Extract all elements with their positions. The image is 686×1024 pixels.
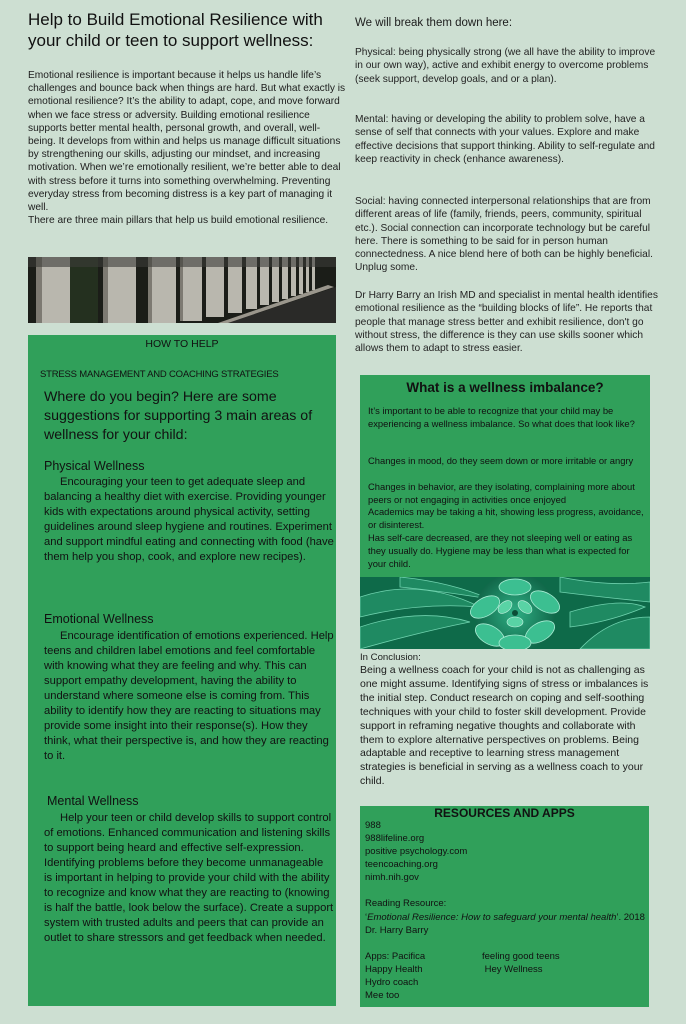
pillars-line: There are three main pillars that help us build emotional resilience. [28,215,329,227]
breakdown-physical: Physical: being physically strong (we all have the ability to improve in our own way), active and exhibit energy to overcome problems (seek support, develop goals, and or a plan). [355,47,656,85]
emotional-wellness-heading: Emotional Wellness [44,612,154,626]
conclusion-label: In Conclusion: [360,652,421,663]
resource-link[interactable]: 988 [365,820,381,831]
reading-resource [365,911,645,937]
reading-open-quote: ‘ [365,912,368,923]
physical-wellness-heading: Physical Wellness [44,459,145,473]
mental-wellness-body: Help your teen or child develop skills to support control of emotions. Enhanced communication and listening skills to support being heard and effective self-expression. Identifying problems before they become unmanageable is important in helping to provide your child with the ability to recognize and know what they are reacting to (knowing is half the battle, look below the surface). Create a support system with trusted adults and peers that can provide an outlet to share stressors and get feedback when needed. [44,812,334,944]
physical-wellness-body: Encouraging your teen to get adequate sleep and balancing a healthy diet with exercise. Providing younger kids with expectations around physical activity, setting guidelines around sleep hygiene and routines. Experiment and support mindful eating and connecting with food (have them help you shop, cook, and explore new recipes). [44,476,334,563]
how-to-help-subtitle: STRESS MANAGEMENT AND COACHING STRATEGIES [40,369,279,380]
imbalance-title: What is a wellness imbalance? [406,380,604,395]
breakdown-heading: We will break them down here: [355,17,513,29]
agave-photo-icon [360,577,650,649]
imbalance-intro: It’s important to be able to recognize that your child may be experiencing a wellness imbalance. So what does that look like? [368,405,635,429]
pillars-photo-icon [28,257,336,323]
intro-text [28,69,346,227]
imbalance-sign: Has self-care decreased, are they not sleeping well or eating as they usually do. Hygiene may be less than what is expected for your child. [368,532,633,569]
reading-resource-label: Reading Resource: [365,898,447,909]
intro-paragraph: Emotional resilience is important because it helps us handle life’s challenges and bounce back when things are hard. But what exactly is emotional resilience? It’s the ability to adapt, cope, and move forward when we face stress or adversity. Building emotional resilience supports better mental health, personal growth, and overall, well-being. It develops from within and helps us manage difficult situations by strengthening our skills, adjusting our mindset, and increasing motivation. When we’re emotionally resilient, we’re better able to deal with stress before it turns into something overwhelming. Preventing everyday stress from becoming distress is a key part of managing it well. [28,70,346,214]
imbalance-sign: Changes in behavior, are they isolating, complaining more about peers or not engaging in activities once enjoyed [368,481,635,505]
app-item: feeling good teens [482,951,560,962]
how-to-help-title: HOW TO HELP [145,338,219,350]
resources-title: RESOURCES AND APPS [434,806,575,820]
resource-link[interactable]: nimh.nih.gov [365,872,419,883]
reading-resource-title: Emotional Resilience: How to safeguard your mental health [367,912,617,923]
breakdown-social: Social: having connected interpersonal relationships that are from different areas of life (family, friends, peers, community, spiritual etc.). Social connection can incorporate technology but be careful here. There is something to be said for in person human connectedness. A nice blend here of both can be highly beneficial. Unplug some. [355,196,653,274]
conclusion-body: Being a wellness coach for your child is not as challenging as one might assume. Identifying signs of stress or imbalances is the initial step. Conduct research on coping and self-soothing techniques with your child to foster skill development. Provide support in reframing negative thoughts and collaborate with them to explore alternative perspectives on problems. Being adaptable and receptive to learning stress management strategies is beneficial in serving as a wellness coach to your child. [360,664,649,788]
app-item: Hey Wellness [482,964,543,975]
app-item: Hydro coach [365,977,419,988]
page-title: Help to Build Emotional Resilience with your child or teen to support wellness: [28,10,323,50]
wellness-imbalance-panel [360,375,650,577]
resource-link[interactable]: 988lifeline.org [365,833,425,844]
imbalance-sign: Academics may be taking a hit, showing less progress, avoidance, or disinterest. [368,506,644,530]
app-item: Mee too [365,990,400,1001]
resource-link[interactable]: positive psychology.com [365,846,468,857]
breakdown-mental: Mental: having or developing the ability to problem solve, have a sense of self that connects with your values. Explore and make effective decisions that support thinking. Ability to self-regulate and keep reactivity in check (enhance awareness). [355,114,655,165]
reading-resource-suffix: ’. 2018 Dr. Harry Barry [365,912,645,936]
app-item: Happy Health [365,964,423,975]
imbalance-sign: Changes in mood, do they seem down or more irritable or angry [368,455,634,466]
how-to-help-panel [28,335,336,1006]
mental-wellness-heading: Mental Wellness [47,794,139,808]
barry-quote: Dr Harry Barry an Irish MD and specialist in mental health identifies emotional resilience as the “building blocks of life”. He reports that people that manage stress better and exhibit resilience, don't go without stress, the difference is they can use skills sooner which allows them to adapt to stress easier. [355,290,658,355]
emotional-wellness-body: Encourage identification of emotions experienced. Help teens and children label emotions and feel comfortable with knowing what they are feeling and why. This can support empathy development, having the ability to understand where someone else is coming from. This ability to identify how they are reacting to situations may provide some insight into their response(s). How they think, what their perspective is, and how they are reacting to it. [44,630,334,762]
how-to-help-lead: Where do you begin? Here are some suggestions for supporting 3 main areas of wellness for your child: [44,389,313,443]
app-item: Apps: Pacifica [365,951,426,962]
resource-link[interactable]: teencoaching.org [365,859,438,870]
resources-panel [360,806,649,1007]
agave-image [360,577,650,649]
pillars-image [28,257,336,323]
